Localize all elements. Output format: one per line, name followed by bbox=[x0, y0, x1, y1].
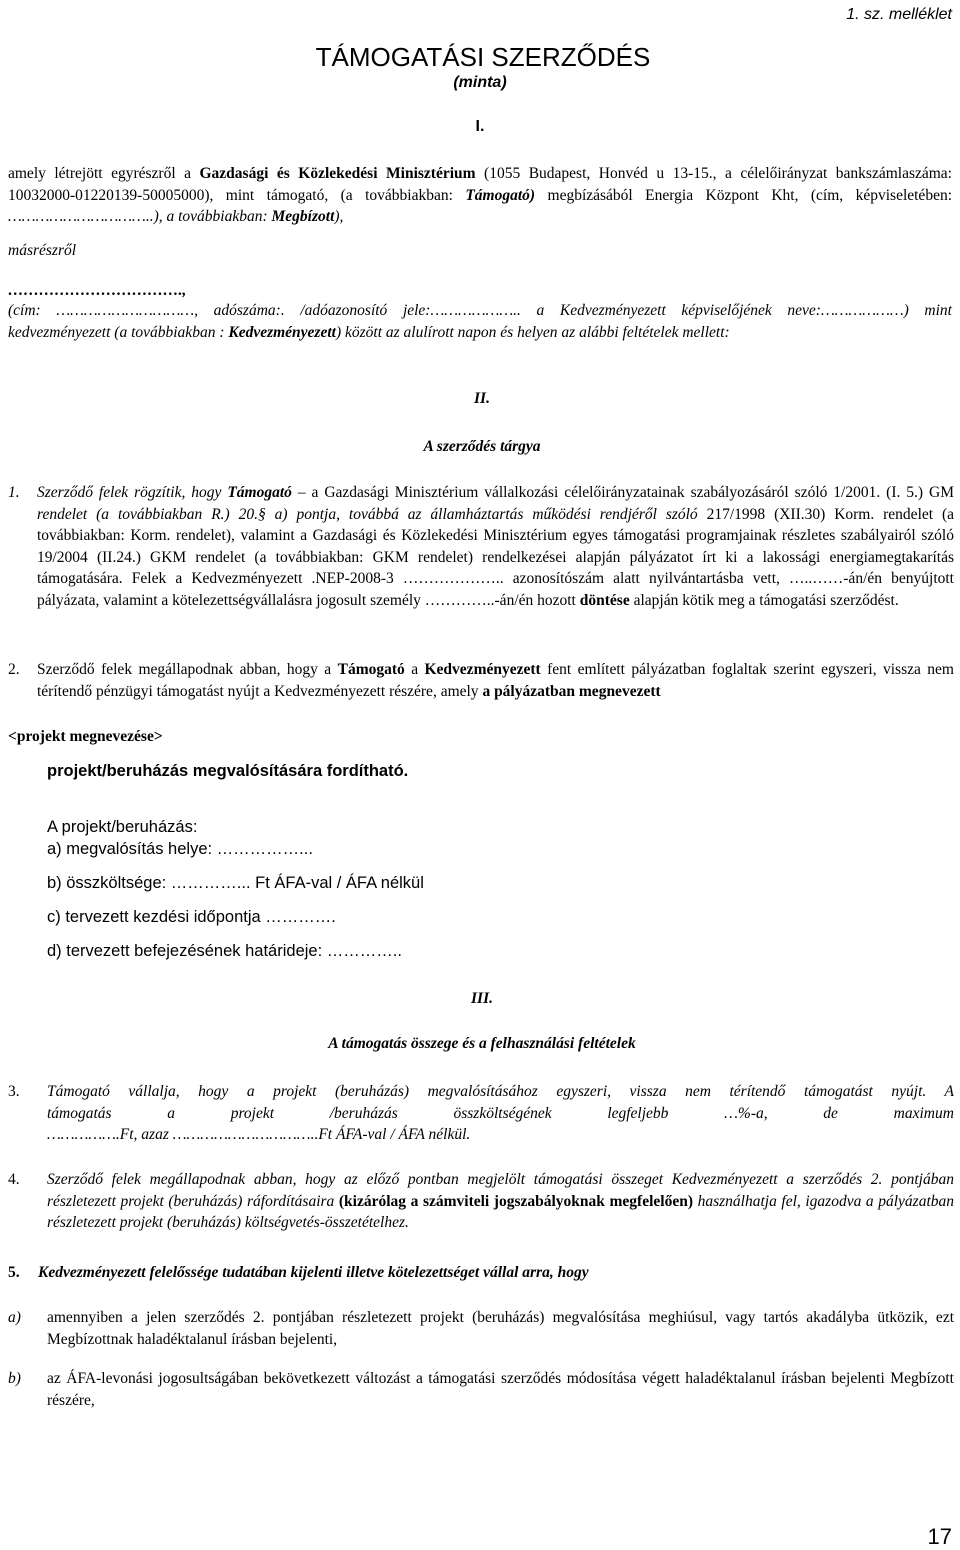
point-3-line-3: …………….Ft, azaz …………………………..Ft ÁFA-val / ÁFA nélkül. bbox=[47, 1126, 471, 1143]
word: de bbox=[823, 1104, 838, 1122]
beneficiary-name-blank: ……………………………., bbox=[8, 282, 187, 299]
text-run: megbízásából Energia Központ Kht, (cím, képviseletében: bbox=[535, 186, 953, 204]
text-run: Szerződő felek megállapodnak abban, hogy az előző pontban megjelölt támogatási összeget Kedvezményezett a szerződés 2. pontjában részletezett projekt (beruházás) ráfordításaira bbox=[47, 1171, 954, 1210]
point-letter-b: b) bbox=[8, 1370, 21, 1387]
text-run: ), bbox=[334, 208, 344, 225]
agent-term: Megbízott bbox=[271, 208, 335, 225]
point-number-2: 2. bbox=[8, 661, 20, 678]
text-run: fent említett pályázatban foglaltak szerint egyszeri, vissza nem térítendő pénzügyi támogatást nyújt a Kedvezményezett részére, amely bbox=[37, 661, 954, 700]
point-number-3: 3. bbox=[8, 1083, 20, 1100]
project-name-placeholder: <projekt megnevezése> bbox=[8, 728, 163, 745]
word: összköltségének bbox=[453, 1104, 552, 1122]
text-run: amely létrejött egyrészről a bbox=[8, 165, 200, 182]
page-number: 17 bbox=[927, 1524, 952, 1549]
text-run: Szerződő felek megállapodnak abban, hogy a bbox=[37, 661, 338, 678]
other-side-label: másrészről bbox=[8, 242, 77, 259]
supporter-term: Támogató bbox=[337, 661, 405, 678]
point-3-line-1: Támogató vállalja, hogy a projekt (beruházás) megvalósításához egyszeri, vissza nem térítendő támogatást nyújt. A bbox=[47, 1083, 954, 1100]
point-3-line-2 bbox=[47, 1103, 954, 1125]
section-number-1: I. bbox=[475, 118, 485, 135]
text-run: Szerződő felek rögzítik, hogy bbox=[37, 484, 228, 501]
word: legfeljebb bbox=[607, 1104, 669, 1122]
parties-paragraph-2 bbox=[8, 300, 952, 343]
project-total-cost: b) összköltsége: …………... Ft ÁFA-val / ÁFA nélkül bbox=[47, 874, 424, 892]
point-number-1: 1. bbox=[8, 484, 20, 501]
section-title-2: A szerződés tárgya bbox=[423, 438, 541, 455]
section-number-2: II. bbox=[474, 390, 490, 407]
ministry-name: Gazdasági és Közlekedési Minisztérium bbox=[199, 165, 476, 182]
text-run: …………………………..), a továbbiakban: bbox=[8, 208, 272, 225]
project-purpose: projekt/beruházás megvalósítására fordítható. bbox=[47, 762, 409, 780]
text-run: ) között az alulírott napon és helyen az alábbi feltételek mellett: bbox=[335, 323, 730, 341]
point-text-5: Kedvezményezett felelőssége tudatában kijelenti illetve kötelezettséget vállal arra, hogy bbox=[38, 1264, 589, 1281]
text-run: a Gazdasági Minisztérium vállalkozási célelőirányzatainak szabályozásáról szóló 1/2001. (I. 5.) GM bbox=[311, 484, 954, 501]
supporter-term: Támogató) bbox=[465, 186, 536, 204]
text-run: használhatja fel, igazodva a pályázatban részletezett projekt (beruházás) költségvetés-összetételhez. bbox=[47, 1192, 955, 1231]
section-number-3: III. bbox=[471, 990, 493, 1007]
point-text-b: az ÁFA-levonási jogosultságában bekövetkezett változást a támogatási szerződés módosítása végett haladéktalanul írásban bejelenti Megbízott részére, bbox=[47, 1370, 954, 1409]
project-heading: A projekt/beruházás: bbox=[47, 818, 198, 836]
parties-paragraph-1 bbox=[8, 163, 952, 228]
point-text-1 bbox=[37, 482, 954, 611]
word: …%-a, bbox=[724, 1104, 768, 1122]
point-number-5: 5. bbox=[8, 1264, 20, 1281]
document-title: TÁMOGATÁSI SZERZŐDÉS bbox=[315, 42, 651, 72]
point-text-2 bbox=[37, 659, 954, 702]
project-location: a) megvalósítás helye: ……………... bbox=[47, 840, 313, 858]
named-in-application: a pályázatban megnevezett bbox=[482, 682, 661, 700]
annex-label: 1. sz. melléklet bbox=[846, 6, 952, 23]
word: maximum bbox=[893, 1104, 954, 1122]
text-run: alapján kötik meg a támogatási szerződést. bbox=[629, 591, 899, 609]
text-run: (1055 Budapest, Honvéd u 13-15., a célelőirányzat bankszámlaszáma: 10032000-01220139-50005000), mint támogató, (a továbbiakban: bbox=[8, 165, 952, 204]
document-subtitle: (minta) bbox=[453, 74, 507, 91]
section-title-3: A támogatás összege és a felhasználási feltételek bbox=[328, 1035, 636, 1052]
decision-term: döntése bbox=[579, 591, 630, 609]
text-run: – bbox=[291, 484, 312, 501]
supporter-term: Támogató bbox=[227, 484, 292, 501]
point-number-4: 4. bbox=[8, 1171, 20, 1188]
text-run: a bbox=[404, 661, 425, 678]
beneficiary-term: Kedvezményezett bbox=[228, 323, 336, 341]
point-letter-a: a) bbox=[8, 1309, 21, 1326]
word: projekt bbox=[230, 1104, 275, 1122]
word: a bbox=[167, 1104, 176, 1122]
project-end-deadline: d) tervezett befejezésének határideje: ………….. bbox=[47, 942, 402, 960]
point-text-4 bbox=[47, 1169, 954, 1234]
word: támogatás bbox=[47, 1104, 112, 1122]
point-text-a: amennyiben a jelen szerződés 2. pontjában részletezett projekt (beruházás) megvalósítása meghiúsul, vagy tartós akadályba ütközik, ezt Megbízottnak haladéktalanul írásban bejelenti, bbox=[47, 1309, 954, 1348]
beneficiary-term: Kedvezményezett bbox=[424, 661, 541, 678]
accounting-condition: (kizárólag a számviteli jogszabályoknak megfelelően) bbox=[338, 1192, 693, 1210]
text-run: rendelet (a továbbiakban R.) 20.§ a) pontja, továbbá az államháztartás működési rendjéről szóló bbox=[37, 505, 707, 523]
point-text-3 bbox=[47, 1081, 954, 1146]
text-run: 217/1998 (XII.30) Korm. rendelet (a továbbiakban: Korm. rendelet), valamint a Gazdasági és Közlekedési Minisztérium egyes támogatási programjainak részletes szabályairól szóló 19/2004 (II.24.) GKM rendelet (a továbbiakban: GKM rendelet) rendelkezései alapján pályázatot írt ki a lakossági energiamegtakarítás támogatására. Felek a Kedvezményezett .NEP-2008-3 ……………….. azonosítószám alatt nyilvántartásba vett, …..……-án/én benyújtott pályázata, valamint a kötelezettségvállalásra jogosult személy …………..-án/én hozott bbox=[37, 505, 955, 609]
text-run: (cím: …………………………, adószáma:. /adóazonosító jele:……………….. a Kedvezményezett képviselőjének neve:………………) mint kedvezményezett (a továbbiakban : bbox=[8, 302, 952, 341]
project-start-date: c) tervezett kezdési időpontja …………. bbox=[47, 908, 336, 926]
word: /beruházás bbox=[329, 1104, 398, 1122]
